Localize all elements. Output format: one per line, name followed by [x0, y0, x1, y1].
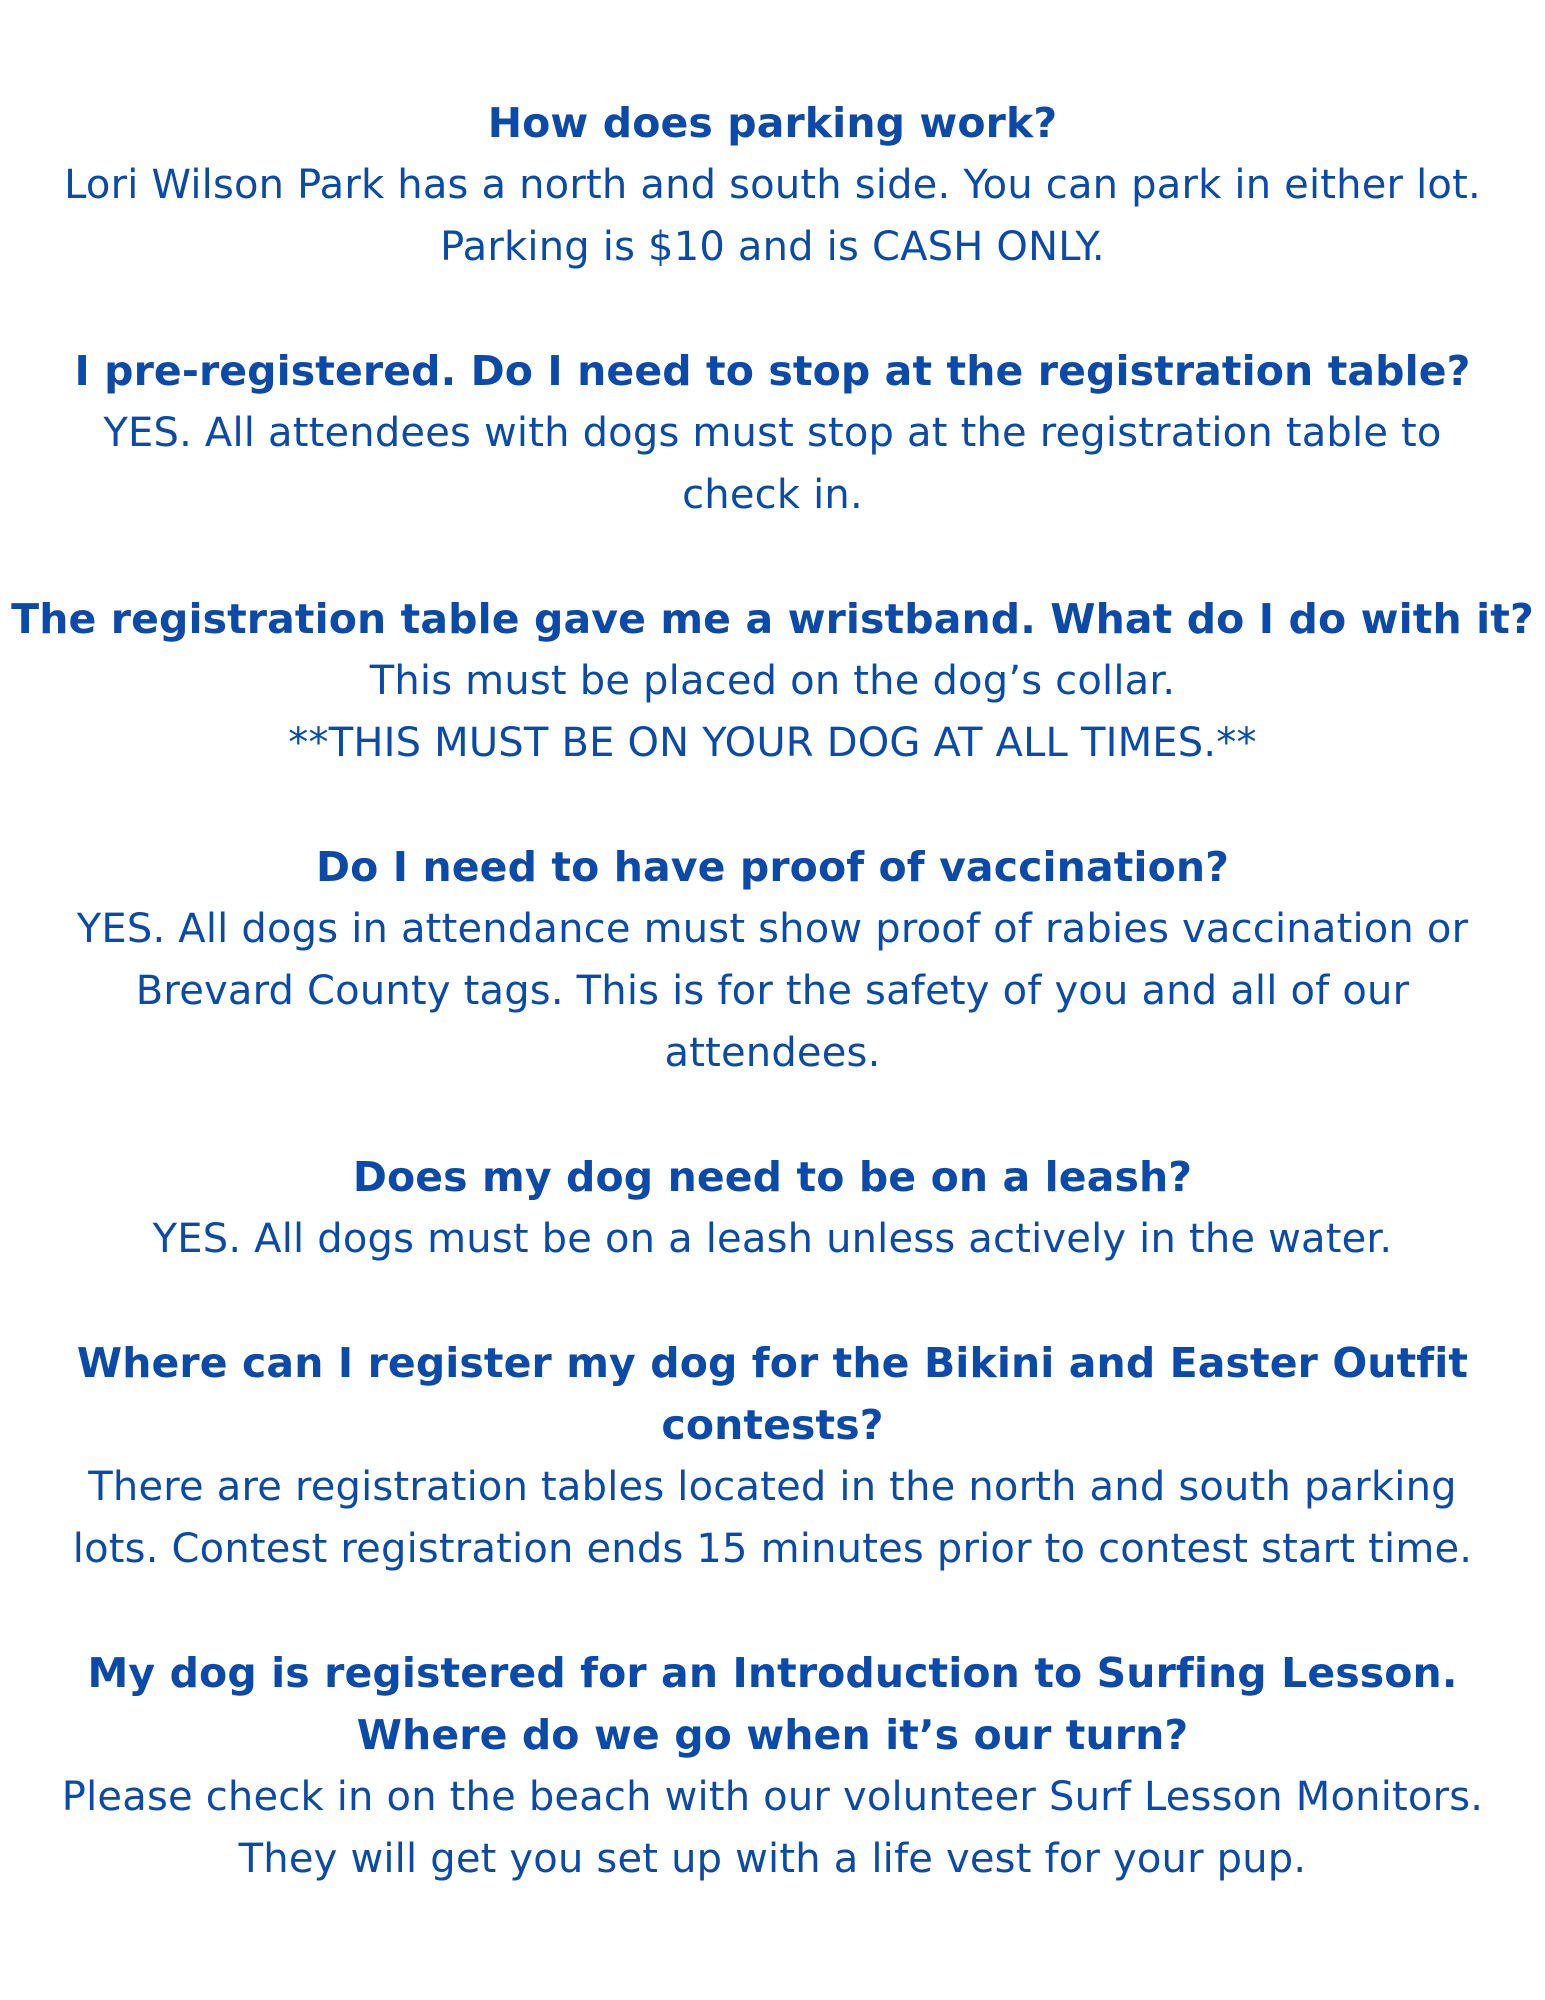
- faq-question: contests?: [661, 1401, 884, 1449]
- faq-answer-line: There are registration tables located in the north and south parking: [88, 1464, 1457, 1510]
- faq-answer-line: Lori Wilson Park has a north and south side. You can park in either lot.: [64, 162, 1481, 208]
- faq-answer-line: check in.: [682, 472, 863, 518]
- faq-answer-line: Please check in on the beach with our volunteer Surf Lesson Monitors.: [61, 1774, 1484, 1820]
- faq-question: I pre-registered. Do I need to stop at the registration table?: [74, 347, 1471, 395]
- faq-answer-line: YES. All dogs must be on a leash unless actively in the water.: [152, 1216, 1393, 1262]
- faq-answer-line: This must be placed on the dog’s collar.: [369, 658, 1176, 704]
- faq-question: Where do we go when it’s our turn?: [356, 1711, 1189, 1759]
- faq-item-wristband: [0, 588, 1545, 774]
- faq-answer-line: Brevard County tags. This is for the safety of you and all of our: [135, 968, 1410, 1014]
- faq-item-contests: [0, 1332, 1545, 1580]
- faq-question: How does parking work?: [487, 99, 1058, 147]
- faq-question: My dog is registered for an Introduction to Surfing Lesson.: [87, 1649, 1458, 1697]
- faq-answer-line: attendees.: [664, 1030, 881, 1076]
- faq-item-parking: [0, 92, 1545, 278]
- faq-item-surf-lesson: [0, 1642, 1545, 1890]
- faq-item-leash: [0, 1146, 1545, 1270]
- faq-question: The registration table gave me a wristband. What do I do with it?: [11, 595, 1534, 643]
- faq-answer-line: lots. Contest registration ends 15 minutes prior to contest start time.: [72, 1526, 1473, 1572]
- faq-answer-line: YES. All dogs in attendance must show proof of rabies vaccination or: [76, 906, 1469, 952]
- faq-question: Where can I register my dog for the Bikini and Easter Outfit: [76, 1339, 1469, 1387]
- faq-answer-line: Parking is $10 and is CASH ONLY.: [440, 224, 1105, 270]
- faq-item-vaccination: [0, 836, 1545, 1084]
- faq-question: Do I need to have proof of vaccination?: [315, 843, 1230, 891]
- faq-question: Does my dog need to be on a leash?: [352, 1153, 1193, 1201]
- faq-answer-line: **THIS MUST BE ON YOUR DOG AT ALL TIMES.**: [288, 720, 1257, 766]
- faq-item-pre-registered: [0, 340, 1545, 526]
- faq-answer-line: YES. All attendees with dogs must stop at the registration table to: [103, 410, 1442, 456]
- faq-answer-line: They will get you set up with a life vest for your pup.: [238, 1836, 1307, 1882]
